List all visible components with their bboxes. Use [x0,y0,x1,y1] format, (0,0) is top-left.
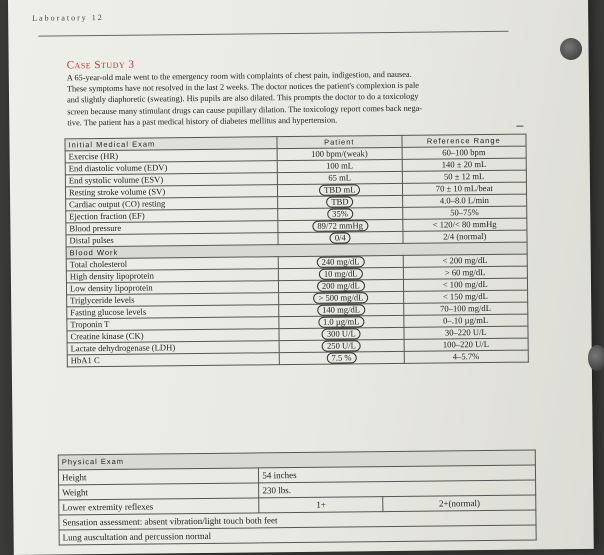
reference-value: 100–220 U/L [404,338,529,351]
reference-value: < 120/< 80 mmHg [402,218,527,231]
exam-name: Triglyceride levels [67,293,279,307]
exam-name: Troponin T [67,317,279,331]
sensation-assessment: Sensation assessment: absent vibration/light touch both feet [59,510,536,530]
exam-name: Cardiac output (CO) resting [66,197,278,211]
exam-name: Lactate dehydrogenase (LDH) [67,341,279,355]
case-line: screen because many stimulant drugs can cause pupillary dilation. The toxicology report comes back nega- [67,103,423,116]
circled-value: 7.5 % [326,352,356,363]
reference-value: 60–100 bpm [402,146,527,159]
circled-value: 89/72 mmHg [312,220,368,232]
reference-value: < 100 mg/dL [403,278,528,291]
case-line: A 65-year-old male went to the emergency room with complaints of chest pain, indigestion, and nausea. [66,69,412,83]
binder-hole [560,38,582,60]
worksheet-page [8,0,594,555]
circled-value: 1.0 µg/mL [318,316,365,327]
circled-value: > 500 mg/dL [313,292,368,304]
binder-hole [588,345,604,371]
patient-value: 65 mL [277,171,402,184]
reference-value: 0–.10 µg/mL [403,314,528,327]
circled-value: 300 U/L [322,328,361,339]
physical-exam-table [58,449,537,545]
exam-name: HbA1 C [67,353,279,367]
exam-name: High density lipoprotein [66,269,278,283]
circled-value: 140 mg/dL [317,304,365,316]
exam-name: Exercise (HR) [65,149,277,163]
exam-table [64,134,528,368]
patient-value: 100 mL [277,159,402,172]
reference-value: 50–75% [402,206,527,219]
header-patient: Patient [277,135,402,148]
circled-value: TBD [326,196,353,207]
margin-dash [516,126,523,127]
patient-value [279,351,404,364]
header-reference: Reference Range [401,134,526,147]
header-exam: Initial Medical Exam [65,137,277,151]
circled-value: 35% [327,208,353,219]
exam-name: Total cholesterol [66,257,278,271]
lab-header: Laboratory 12 [32,12,104,23]
circled-value: 250 U/L [322,340,361,351]
reference-value: 70–100 mg/dL [403,302,528,315]
reflex-reference: 2+(normal) [383,495,536,512]
height-label: Height [58,468,258,485]
reference-value: 50 ± 12 mL [402,170,527,183]
exam-name: End diastolic volume (EDV) [65,161,277,175]
height-value: 54 inches [259,465,536,483]
circled-value: 10 mg/dL [319,268,363,279]
circled-value: 240 mg/dL [317,256,365,268]
exam-name: Blood pressure [66,221,278,235]
reflex-value: 1+ [259,497,383,513]
case-title: Case Study 3 [66,58,135,72]
exam-name: Creatine kinase (CK) [67,329,279,343]
exam-name: End systolic volume (ESV) [65,173,277,187]
patient-value: 100 bpm/(weak) [277,147,402,160]
reference-value: > 60 mg/dL [403,266,528,279]
exam-name: Low density lipoprotein [66,281,278,295]
exam-name: Fasting glucose levels [67,305,279,319]
exam-name: Ejection fraction (EF) [66,209,278,223]
physical-exam-heading: Physical Exam [58,450,535,470]
header-rule [38,31,508,37]
reference-value: 2/4 (normal) [402,230,527,243]
lung-assessment: Lung auscultation and percussion normal [59,525,536,545]
circled-value: 0/4 [330,232,351,243]
weight-value: 230 lbs. [259,480,536,498]
weight-label: Weight [59,483,259,500]
case-line: tive. The patient has a past medical history of diabetes mellitus and hypertension. [67,115,338,128]
case-line: and slightly diaphoretic (sweating). His pupils are also dilated. This prompts the doctor to do a toxicology [67,92,419,105]
exam-name: Resting stroke volume (SV) [65,185,277,199]
reference-value: 70 ± 10 mL/beat [402,182,527,195]
reflex-label: Lower extremity reflexes [59,498,259,515]
circled-value: TBD mL [319,184,360,195]
circled-value: 200 mg/dL [317,280,365,292]
reference-value: < 150 mg/dL [403,290,528,303]
reference-value: 140 ± 20 mL [402,158,527,171]
reference-value: 4.0–8.0 L/min [402,194,527,207]
reference-value: < 200 mg/dL [403,254,528,267]
reference-value: 4–5.7% [404,350,529,363]
blood-work-heading: Blood Work [66,242,527,259]
case-description [67,68,508,129]
exam-name: Distal pulses [66,233,278,247]
reference-value: 30–220 U/L [403,326,528,339]
case-line: These symptoms have not resolved in the last 2 weeks. The doctor notices the patient's complexion is pale [66,80,420,94]
